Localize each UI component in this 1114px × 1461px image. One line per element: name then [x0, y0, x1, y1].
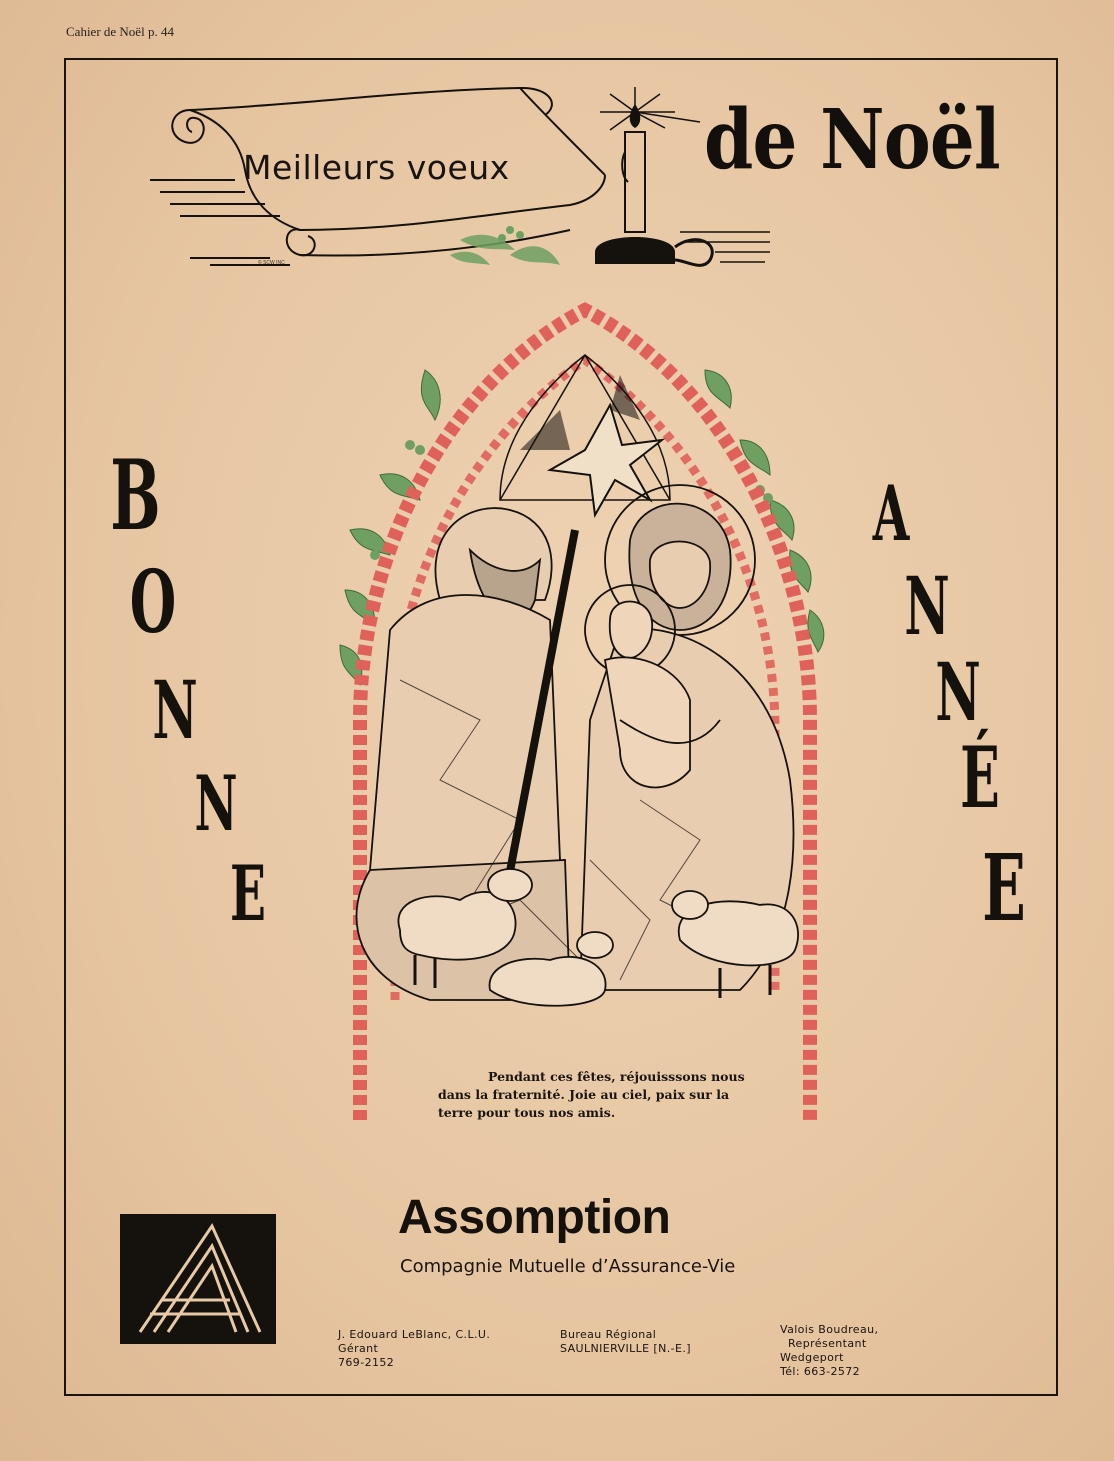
assomption-logo-icon: [120, 1214, 276, 1344]
annee-letter-n2: N: [935, 645, 981, 739]
contact-manager-line-2: Gérant: [338, 1342, 379, 1355]
caption-line-3: terre pour tous nos amis.: [438, 1105, 616, 1120]
contact-office-line-1: Bureau Régional: [560, 1328, 657, 1341]
de-noel-title: de Noël: [704, 92, 1000, 188]
copyright-mark: © SCW INC: [258, 260, 285, 266]
contact-manager-line-3: 769-2152: [338, 1356, 395, 1369]
star-icon: [550, 405, 662, 515]
bonne-letter-n1: N: [152, 663, 198, 757]
page-header: Cahier de Noël p. 44: [66, 24, 174, 39]
contact-office: [560, 1328, 691, 1356]
annee-letter-e-accent: É: [960, 728, 1000, 827]
bonne-letter-e: E: [230, 849, 266, 938]
contact-representative: [780, 1323, 878, 1379]
caption: [438, 1068, 748, 1122]
annee-letter-n1: N: [904, 559, 950, 653]
company-subtitle: Compagnie Mutuelle d’Assurance-Vie: [400, 1256, 736, 1277]
contact-office-line-2: SAULNIERVILLE [N.-E.]: [560, 1342, 691, 1355]
scroll-greeting: Meilleurs voeux: [243, 148, 510, 187]
contact-rep-line-2: Représentant: [788, 1337, 867, 1350]
bonne-letter-b: B: [110, 439, 161, 552]
bonne-letter-n2: N: [194, 759, 238, 848]
contact-rep-line-3: Wedgeport: [780, 1351, 844, 1364]
contact-manager: [338, 1328, 490, 1370]
annee-letter-e: E: [982, 834, 1026, 942]
nativity-illustration: [320, 300, 850, 1120]
contact-manager-line-1: J. Edouard LeBlanc, C.L.U.: [338, 1328, 491, 1341]
contact-rep-line-4: Tél: 663-2572: [780, 1365, 861, 1378]
caption-line-2: dans la fraternité. Joie au ciel, paix sur la: [438, 1087, 730, 1102]
company-name: Assomption: [398, 1191, 671, 1244]
caption-line-1: Pendant ces fêtes, réjouisssons nous: [488, 1069, 745, 1084]
bonne-letter-o: O: [129, 552, 177, 653]
contact-rep-line-1: Valois Boudreau,: [780, 1323, 879, 1336]
annee-letter-a: A: [872, 469, 910, 558]
